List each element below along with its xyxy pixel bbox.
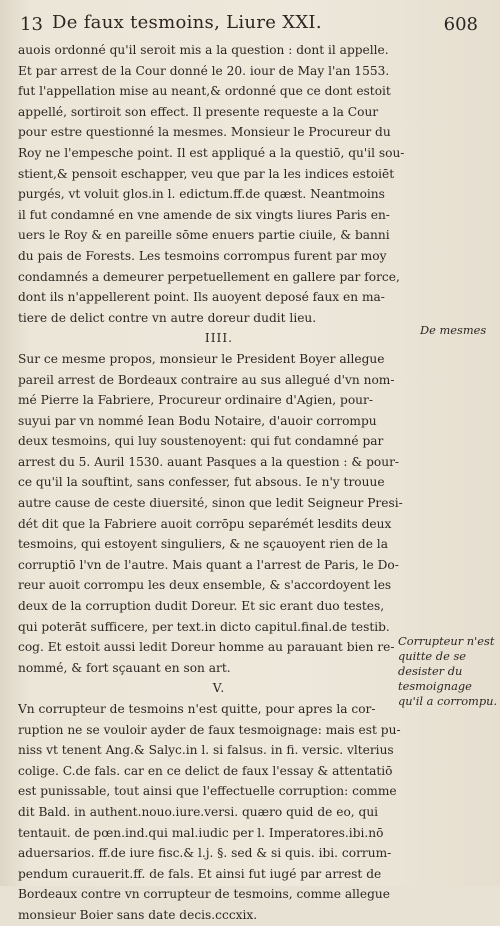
running-title: De faux tesmoins, Liure XXI. [52,12,322,33]
main-text [18,40,420,926]
text-line: tentauit. de pœn.ind.qui mal.iudic per l. Imperatores.ibi.nō [18,825,384,840]
text-line: tiere de delict contre vn autre doreur dudit lieu. [18,310,317,325]
text-line: Roy ne l'empesche point. Il est appliqué a la questiō, qu'il sou- [18,145,405,160]
text-line: mé Pierre la Fabriere, Procureur ordinaire d'Agien, pour- [18,393,373,408]
text-line: deux tesmoins, qui luy soustenoyent: qui fut condamné par [18,434,384,449]
text-line: uers le Roy & en pareille sōme enuers partie ciuile, & banni [18,228,390,243]
text-line: niss vt tenent Ang.& Salyc.in l. si falsus. in fi. versic. vlterius [18,743,394,758]
text-line: corruptiō l'vn de l'autre. Mais quant a l'arrest de Paris, le Do- [18,557,399,572]
text-line: Bordeaux contre vn corrupteur de tesmoins, comme allegue [18,887,390,902]
text-line: est punissable, tout ainsi que l'effectuelle corruption: comme [18,784,397,799]
text-line: purgés, vt voluit glos.in l. edictum.ff.de quæst. Neantmoins [18,187,385,202]
margin-note-de-mesmes: De mesmes [420,323,487,337]
text-line: colige. C.de fals. car en ce delict de faux l'essay & attentatiō [18,763,393,778]
text-line: cog. Et estoit aussi ledit Doreur homme au parauant bien re- [18,640,395,655]
text-line: Vn corrupteur de tesmoins n'est quitte, pour apres la cor- [18,702,376,716]
text-line: fut l'appellation mise au neant,& ordonné que ce dont estoit [18,84,391,99]
text-line: dont ils n'appellerent point. Ils auoyent deposé faux en ma- [18,290,385,305]
page-number: 13 [20,14,43,35]
text-line: suyui par vn nommé Iean Bodu Notaire, d'auoir corrompu [18,413,377,428]
section-heading-iiii: IIII. [204,331,234,346]
text-line: reur auoit corrompu les deux ensemble, & s'accordoyent les [18,578,392,593]
text-line: pour estre questionné la mesmes. Monsieur le Procureur du [18,125,391,140]
text-line: ce qu'il la souftint, sans confesser, fut absous. Ie n'y trouue [18,475,385,490]
text-line: dét dit que la Fabriere auoit corrōpu separémét lesdits deux [18,516,392,531]
text-line: ruption ne se vouloir ayder de faux tesmoignage: mais est pu- [18,722,401,737]
text-line: nommé, & fort sçauant en son art. [18,660,231,675]
text-line: Et par arrest de la Cour donné le 20. iour de May l'an 1553. [18,63,390,78]
text-line: aduersarios. ff.de iure fisc.& l.j. §. sed & si quis. ibi. corrum- [18,846,392,861]
text-line: condamnés a demeurer perpetuellement en gallere par force, [18,269,400,284]
section-heading-v: V. [212,681,226,696]
text-line: arrest du 5. Auril 1530. auant Pasques a la question : & pour- [18,454,400,469]
text-line: tesmoins, qui estoyent singuliers, & ne sçauoyent rien de la [18,537,388,552]
text-line: il fut condamné en vne amende de six vingts liures Paris en- [18,207,390,222]
text-line: monsieur Boier sans date decis.cccxix. [18,907,258,922]
margin-note-corrupteur: Corrupteur n'est quitte de se desister du tesmoignage qu'il a corrompu. [398,634,498,708]
text-line: pareil arrest de Bordeaux contraire au sus allegué d'vn nom- [18,372,395,387]
text-line: appellé, sortiroit son effect. Il presente requeste a la Cour [18,104,379,119]
text-line: qui poterāt sufficere, per text.in dicto capitul.final.de testib. [18,619,390,634]
text-line: dit Bald. in authent.nouo.iure.versi. quæro quid de eo, qui [18,804,379,819]
text-line: du pais de Forests. Les tesmoins corrompus furent par moy [18,248,387,263]
text-line: deux de la corruption dudit Doreur. Et sic erant duo testes, [18,599,385,614]
text-line: pendum curauerit.ff. de fals. Et ainsi fut iugé par arrest de [18,866,382,881]
folio-number: 608 [443,14,478,35]
text-line: autre cause de ceste diuersité, sinon que ledit Seigneur Presi- [18,496,403,511]
text-line: stient,& pensoit eschapper, veu que par la les indices estoiēt [18,166,395,181]
text-line: auois ordonné qu'il seroit mis a la question : dont il appelle. [18,43,389,57]
text-line: Sur ce mesme propos, monsieur le President Boyer allegue [18,351,385,366]
running-header [14,10,486,38]
